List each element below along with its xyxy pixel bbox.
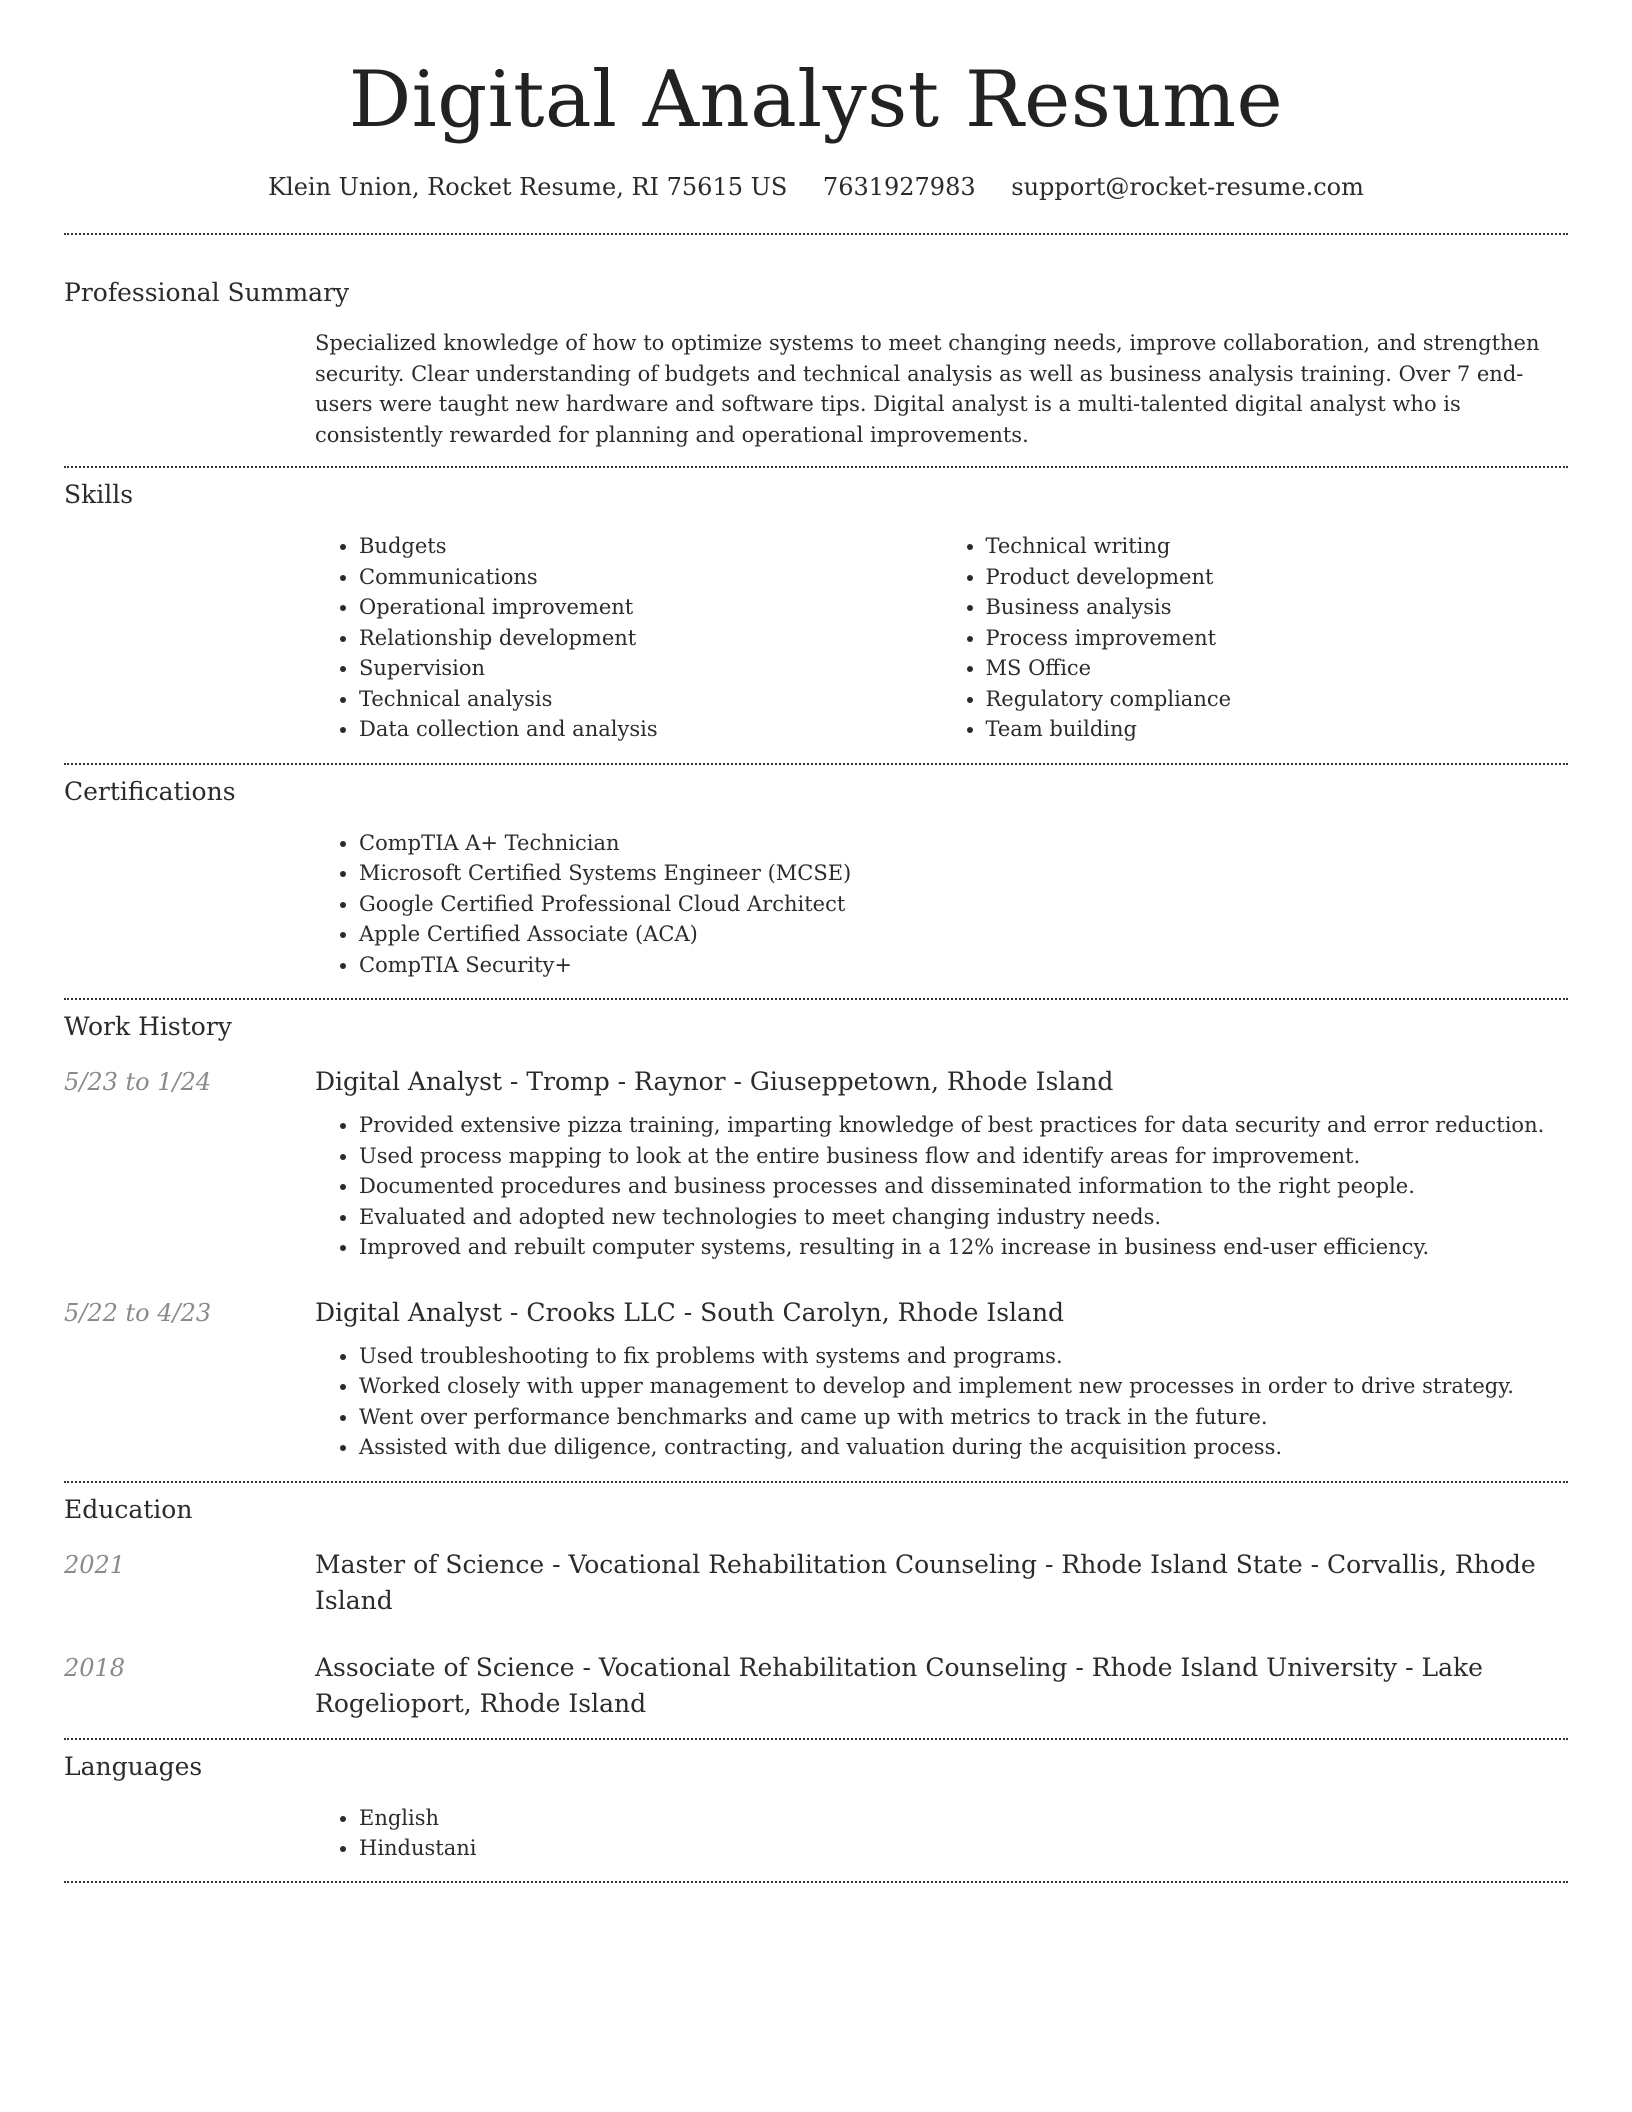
skills-list-right xyxy=(942,531,1569,745)
contact-line xyxy=(64,170,1568,204)
job-bullet: • Assisted with due diligence, contracting, and valuation during the acquisition process. xyxy=(359,1432,1568,1463)
skill-item: • Business analysis xyxy=(986,592,1569,623)
contact-address: Klein Union, Rocket Resume, RI 75615 US xyxy=(268,173,788,201)
section-title-work-history: Work History xyxy=(64,1012,232,1041)
skill-item: • Budgets xyxy=(359,531,942,562)
job-dates: 5/22 to 4/23 xyxy=(64,1298,212,1327)
languages-list xyxy=(315,1803,1568,1864)
job-bullet: • Worked closely with upper management to develop and implement new processes in order to drive strategy. xyxy=(359,1371,1568,1402)
summary-text: Specialized knowledge of how to optimize systems to meet changing needs, improve collaboration, and strengthen security. Clear understanding of budgets and technical analysis as well as business analysis training. Over 7 end-users were taught new hardware and software tips. Digital analyst is a multi-talented digital analyst who is consistently rewarded for planning and operational improvements. xyxy=(315,331,1540,447)
certification-item: • Google Certified Professional Cloud Architect xyxy=(359,889,1568,920)
education-entry xyxy=(64,1547,1568,1619)
summary-section xyxy=(64,235,1568,450)
skill-item: • Team building xyxy=(986,714,1569,745)
job-bullet: • Improved and rebuilt computer systems, resulting in a 12% increase in business end-user efficiency. xyxy=(359,1232,1568,1263)
language-item: • Hindustani xyxy=(359,1833,1568,1864)
certification-item: • CompTIA A+ Technician xyxy=(359,828,1568,859)
summary-content xyxy=(315,328,1568,450)
skill-item: • MS Office xyxy=(986,653,1569,684)
job-dates: 5/23 to 1/24 xyxy=(64,1068,212,1096)
education-year: 2018 xyxy=(64,1653,126,1682)
job-bullet: • Evaluated and adopted new technologies to meet changing industry needs. xyxy=(359,1202,1568,1233)
section-title-education: Education xyxy=(64,1494,193,1524)
education-year: 2021 xyxy=(64,1550,126,1579)
skill-item: • Process improvement xyxy=(986,623,1569,654)
job-bullet-list xyxy=(315,1341,1568,1463)
job-heading: Digital Analyst - Tromp - Raynor - Giuseppetown, Rhode Island xyxy=(315,1067,1114,1096)
job-entry xyxy=(64,1064,1568,1263)
skill-item: • Supervision xyxy=(359,653,942,684)
education-heading: Master of Science - Vocational Rehabilitation Counseling - Rhode Island State - Corvallis, Rhode Island xyxy=(315,1549,1536,1615)
divider xyxy=(64,1881,1568,1883)
certifications-list xyxy=(315,828,1568,981)
skill-item: • Relationship development xyxy=(359,623,942,654)
skill-item: • Technical writing xyxy=(986,531,1569,562)
job-bullet-list xyxy=(315,1110,1568,1263)
job-bullet: • Went over performance benchmarks and came up with metrics to track in the future. xyxy=(359,1402,1568,1433)
job-entry xyxy=(64,1295,1568,1463)
job-bullet: • Provided extensive pizza training, imparting knowledge of best practices for data security and error reduction. xyxy=(359,1110,1568,1141)
skill-item: • Data collection and analysis xyxy=(359,714,942,745)
job-bullet: • Used process mapping to look at the entire business flow and identify areas for improvement. xyxy=(359,1141,1568,1172)
skill-item: • Technical analysis xyxy=(359,684,942,715)
contact-phone: 7631927983 xyxy=(822,173,976,201)
certifications-section xyxy=(64,765,1568,981)
education-heading: Associate of Science - Vocational Rehabilitation Counseling - Rhode Island University - Lake Rogelioport, Rhode Island xyxy=(315,1652,1483,1718)
contact-email: support@rocket-resume.com xyxy=(1011,173,1364,201)
education-entry xyxy=(64,1650,1568,1722)
job-bullet: • Documented procedures and business processes and disseminated information to the right people. xyxy=(359,1171,1568,1202)
skill-item: • Operational improvement xyxy=(359,592,942,623)
job-header xyxy=(64,1064,1568,1100)
job-header xyxy=(64,1295,1568,1331)
work-history-section xyxy=(64,1000,1568,1463)
job-bullets xyxy=(315,1110,1568,1263)
section-title-summary: Professional Summary xyxy=(64,278,350,307)
section-title-skills: Skills xyxy=(64,480,134,509)
skill-item: • Regulatory compliance xyxy=(986,684,1569,715)
section-title-certifications: Certifications xyxy=(64,776,236,806)
language-item: • English xyxy=(359,1803,1568,1834)
skills-columns xyxy=(315,531,1568,745)
certifications-content xyxy=(315,828,1568,981)
certification-item: • Apple Certified Associate (ACA) xyxy=(359,919,1568,950)
certification-item: • CompTIA Security+ xyxy=(359,950,1568,981)
languages-content xyxy=(315,1803,1568,1864)
skill-item: • Product development xyxy=(986,562,1569,593)
skills-list-left xyxy=(315,531,942,745)
education-section xyxy=(64,1483,1568,1722)
certification-item: • Microsoft Certified Systems Engineer (MCSE) xyxy=(359,858,1568,889)
languages-section xyxy=(64,1740,1568,1864)
job-bullets xyxy=(315,1341,1568,1463)
job-bullet: • Used troubleshooting to fix problems with systems and programs. xyxy=(359,1341,1568,1372)
skills-section xyxy=(64,468,1568,745)
section-title-languages: Languages xyxy=(64,1751,203,1781)
job-heading: Digital Analyst - Crooks LLC - South Carolyn, Rhode Island xyxy=(315,1297,1065,1327)
resume-title: Digital Analyst Resume xyxy=(348,55,1284,145)
skill-item: • Communications xyxy=(359,562,942,593)
